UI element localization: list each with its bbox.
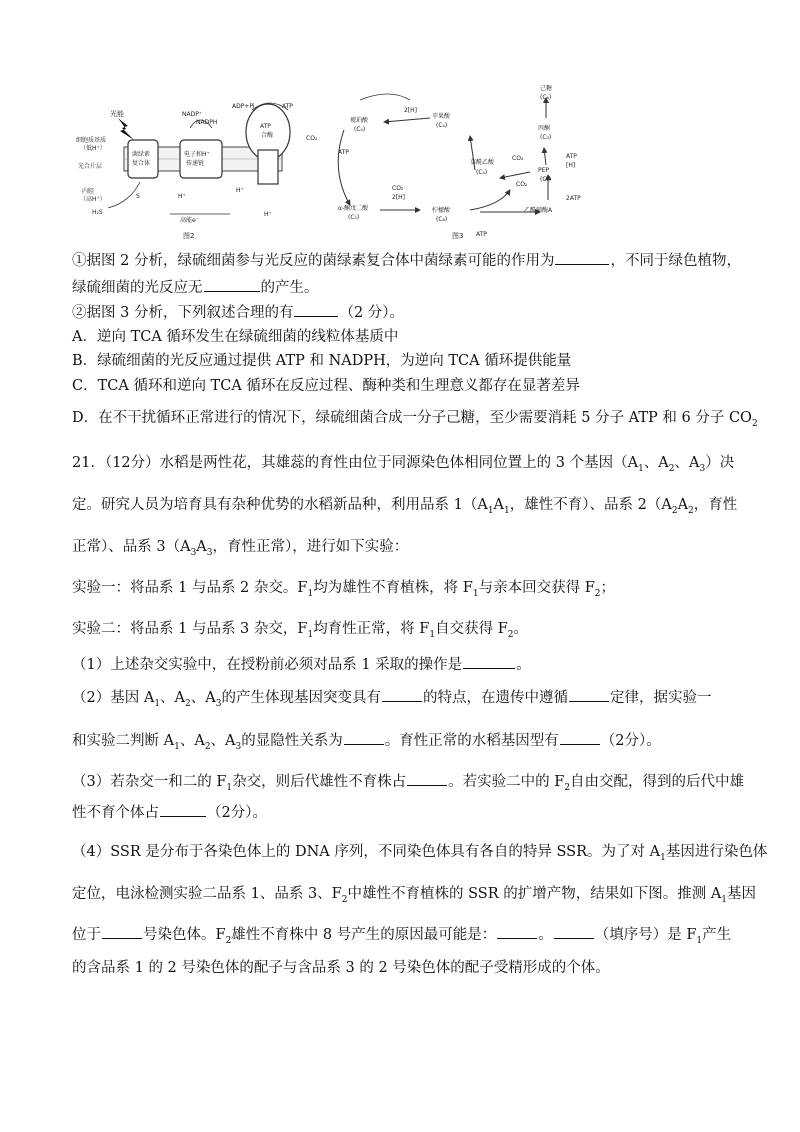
fig3-node: (C₄) <box>436 122 448 129</box>
fig3-label: CO₂ <box>306 135 318 142</box>
fig3-label: ATP <box>566 153 577 160</box>
answer-blank <box>382 687 422 702</box>
figure-diagram <box>0 0 800 250</box>
text-line: 定。研究人员为培育具有杂种优势的水稻新品种，利用品系 $1(A_1A_1$，雄性不育）、品系 $2(A_2A_2$，育性 <box>72 497 738 516</box>
fig2-top-label: ATP <box>282 103 293 110</box>
fig3-label: 2[H] <box>392 194 406 201</box>
fig2-bottom-label: H⁺ <box>178 193 186 200</box>
fig3-node: 丙酮 <box>538 125 551 132</box>
option-d: D．在不干扰循环正常进行的情况下，绿硫细菌合成一分子己糖，至少需要消耗 5 分子 ATP 和 6 分子 $CO_2$ <box>72 410 758 429</box>
fig3-node: PEP <box>538 167 550 174</box>
fig2-bottom-label: H₂S <box>92 209 103 216</box>
text-line: ①据图 2 分析，绿硫细菌参与光反应的菌绿素复合体中菌绿素可能的作用为 ，不同于绿色植物， <box>72 250 732 271</box>
fig2-top-label: NADPH <box>196 119 218 126</box>
fig2-bottom-label: 高能e⁻ <box>180 217 199 224</box>
answer-blank <box>204 277 260 292</box>
text-line: 性不育个体占 （2分）。 <box>72 802 732 823</box>
fig3-node: (C₃) <box>540 176 552 183</box>
fig2-left-label: （高H⁺） <box>80 196 106 203</box>
text-line: 和实验二判断 $A_1$、$A_2$、$A_3$的显隐性关系为 。育性正常的水稻基因型有 （2分）。 <box>72 730 732 757</box>
fig3-node: 苹果酸 <box>432 113 451 120</box>
fig3-label: ATP <box>476 231 487 238</box>
fig2-caption: 图2 <box>183 232 195 240</box>
fig2-synthase-label: 合酶 <box>261 132 274 139</box>
answer-blank <box>407 771 447 786</box>
fig3-node: α-酮戊二酸 <box>338 205 369 212</box>
fig2-bottom-label: S <box>136 193 140 200</box>
part-1: （1）上述杂交实验中，在授粉前必须对品系 1 采取的操作是 。 <box>72 654 732 675</box>
fig2-top-label: NADP⁺ <box>182 111 202 118</box>
question-21: 21．（12分）水稻是两性花，其雄蕊的育性由位于同源染色体相同位置上的 3 个基因（$A_1$、$A_2$、$A_3$）决 <box>72 455 735 474</box>
answer-blank <box>160 802 206 817</box>
fig3-caption: 图3 <box>452 232 464 240</box>
fig2-light-label: 光能 <box>110 110 124 118</box>
answer-blank <box>102 924 142 939</box>
part-2: （2）基因 $A_1$、$A_2$、$A_3$的产生体现基因突变具有 的特点，在遗传中遵循 定律，据实验一 <box>72 687 732 714</box>
answer-blank <box>463 654 515 669</box>
answer-blank <box>569 687 609 702</box>
answer-blank <box>555 250 609 265</box>
fig2-complex-label: 复合体 <box>132 160 151 167</box>
text-line: 绿硫细菌的光反应无 的产生。 <box>72 277 732 298</box>
fig2-left-label: 内腔 <box>82 188 95 195</box>
experiment-1: 实验一：将品系 1 与品系 2 杂交。$F_1$均为雄性不育植株，将 $F_1$与亲本回交获得 $F_2$； <box>72 580 615 599</box>
fig3-label: CO₂ <box>392 185 404 192</box>
fig3-node: 柠檬酸 <box>432 207 451 214</box>
answer-blank <box>497 924 537 939</box>
answer-blank <box>344 730 384 745</box>
answer-blank <box>554 924 594 939</box>
fig3-node: (C₄) <box>476 169 488 176</box>
part-3: （3）若杂交一和二的 $F_1$杂交，则后代雄性不育株占 。若实验二中的 $F_2$自由交配，得到的后代中雄 <box>72 771 732 798</box>
fig3-node: (C₆) <box>436 216 448 223</box>
option-b: B．绿硫细菌的光反应通过提供 ATP 和 NADPH，为逆向 TCA 循环提供能量 <box>72 353 572 369</box>
fig3-node: 琥珀酸 <box>350 117 369 124</box>
fig3-node: (C₆) <box>540 94 552 101</box>
fig2-bottom-label: H⁺ <box>236 187 244 194</box>
fig3-label: 2ATP <box>566 195 581 202</box>
text-line: ②据图 3 分析，下列叙述合理的有 （2 分）。 <box>72 302 732 323</box>
option-c: C．TCA 循环和逆向 TCA 循环在反应过程、酶种类和生理意义都存在显著差异 <box>72 378 580 394</box>
fig3-node: (C₅) <box>348 214 360 221</box>
answer-blank <box>294 302 338 317</box>
fig3-label: ATP <box>338 149 349 156</box>
text-line: 的含品系 1 的 2 号染色体的配子与含品系 3 的 2 号染色体的配子受精形成的个体。 <box>72 960 610 976</box>
fig2-synthase-label: ATP <box>260 123 271 130</box>
figure-2 <box>76 103 293 240</box>
fig3-label: CO₂ <box>516 181 528 188</box>
fig2-complex-label: 菌绿素 <box>132 151 151 158</box>
fig3-label: [H] <box>566 162 576 169</box>
fig2-left-label: 光合片层 <box>78 163 103 170</box>
fig3-node: (C₄) <box>354 126 366 133</box>
fig2-left-label: 细胞质基质 <box>76 137 107 144</box>
answer-blank <box>560 730 600 745</box>
fig2-chain-label: 电子和H⁺ <box>184 151 210 158</box>
experiment-2: 实验二：将品系 1 与品系 3 杂交，$F_1$均育性正常，将 $F_1$自交获得 $F_2$。 <box>72 621 528 640</box>
fig3-node: (C₃) <box>540 134 552 141</box>
fig2-left-label: （低H⁺） <box>80 145 106 152</box>
figure-3 <box>306 84 581 240</box>
fig3-node: 乙酰辅酶A <box>524 207 553 214</box>
part-4: （4）SSR 是分布于各染色体上的 DNA 序列，不同染色体具有各自的特异 SSR。为了对 $A_1$基因进行染色体 <box>72 844 768 863</box>
text-line: 位于 号染色体。$F_2$雄性不育株中 8 号产生的原因最可能是： 。 （填序号）是 $F_1$产生 <box>72 924 732 951</box>
fig2-chain-label: 传递链 <box>186 160 205 167</box>
fig3-node: 草酰乙酸 <box>470 159 495 166</box>
option-a: A．逆向 TCA 循环发生在绿硫细菌的线粒体基质中 <box>72 329 399 345</box>
text-line: 定位，电泳检测实验二品系 1、品系 3、$F_2$中雄性不育植株的 SSR 的扩增产物，结果如下图。推测 $A_1$基因 <box>72 886 757 905</box>
text-line: 正常）、品系 $3(A_3A_3$，育性正常），进行如下实验： <box>72 539 409 558</box>
fig3-label: 2[H] <box>404 107 418 114</box>
light-bolt-icon <box>118 118 134 140</box>
fig3-node: 己糖 <box>540 85 553 92</box>
fig3-label: CO₂ <box>512 155 524 162</box>
fig2-bottom-label: H⁺ <box>264 211 272 218</box>
fig2-top-label: ADP+Pi <box>232 103 255 110</box>
